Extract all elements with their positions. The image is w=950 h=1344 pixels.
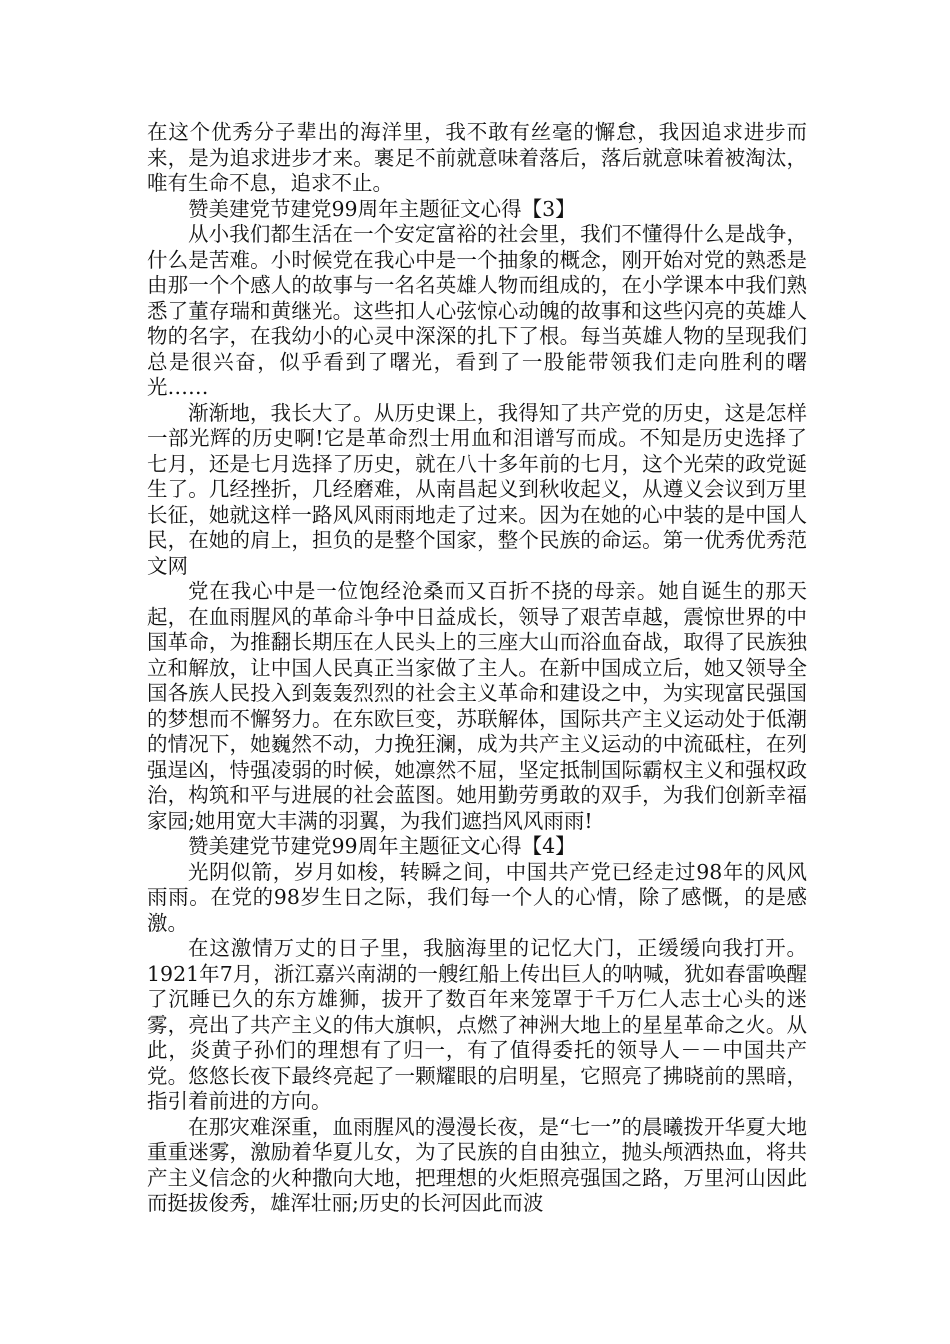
section-heading-3: 赞美建党节建党99周年主题征文心得【3】 [188, 196, 576, 221]
body-paragraph: 党在我心中是一位饱经沧桑而又百折不挠的母亲。她自诞生的那天起，在血雨腥风的革命斗争中日益成长，领导了艰苦卓越，震惊世界的中国革命，为推翻长期压在人民头上的三座大山而浴血奋战，取得了民族独立和解放，让中国人民真正当家做了主人。在新中国成立后，她又领导全国各族人民投入到轰轰烈烈的社会主义革命和建设之中，为实现富民强国的梦想而不懈努力。在东欧巨变，苏联解体，国际共产主义运动处于低潮的情况下，她巍然不动，力挽狂澜，成为共产主义运动的中流砥柱，在列强逞凶，恃强凌弱的时候，她凛然不屈，坚定抵制国际霸权主义和强权政治，构筑和平与进展的社会蓝图。她用勤劳勇敢的双手，为我们创新幸福家园;她用宽大丰满的羽翼，为我们遮挡风风雨雨! [147, 579, 807, 833]
body-paragraph: 在那灾难深重，血雨腥风的漫漫长夜，是“七一”的晨曦拨开华夏大地重重迷雾，激励着华夏儿女，为了民族的自由独立，抛头颅洒热血，将共产主义信念的火种撒向大地，把理想的火炬照亮强国之路，万里河山因此而挺拔俊秀，雄浑壮丽;历史的长河因此而波 [147, 1114, 807, 1215]
document-page [147, 120, 807, 1217]
body-paragraph: 渐渐地，我长大了。从历史课上，我得知了共产党的历史，这是怎样一部光辉的历史啊!它是革命烈士用血和泪谱写而成。不知是历史选择了七月，还是七月选择了历史，就在八十多年前的七月，这个光荣的政党诞生了。几经挫折，几经磨难，从南昌起义到秋收起义，从遵义会议到万里长征，她就这样一路风风雨雨地走了过来。因为在她的心中装的是中国人民，在她的肩上，担负的是整个国家，整个民族的命运。第一优秀优秀范文网 [147, 400, 807, 578]
body-paragraph-continued: 在这个优秀分子辈出的海洋里，我不敢有丝毫的懈怠，我因追求进步而来，是为追求进步才来。裹足不前就意味着落后，落后就意味着被淘汰，唯有生命不息，追求不止。 [147, 120, 807, 195]
body-paragraph: 在这激情万丈的日子里，我脑海里的记忆大门，正缓缓向我打开。1921年7月，浙江嘉兴南湖的一艘红船上传出巨人的呐喊，犹如春雷唤醒了沉睡已久的东方雄狮，拔开了数百年来笼罩于千万仁人志士心头的迷雾，亮出了共产主义的伟大旗帜，点燃了神洲大地上的星星革命之火。从此，炎黄子孙们的理想有了归一，有了值得委托的领导人－－中国共产党。悠悠长夜下最终亮起了一颗耀眼的启明星，它照亮了拂晓前的黑暗，指引着前进的方向。 [147, 936, 807, 1113]
body-paragraph: 光阴似箭，岁月如梭，转瞬之间，中国共产党已经走过98年的风风雨雨。在党的98岁生日之际，我们每一个人的心情，除了感慨，的是感激。 [147, 859, 807, 935]
body-paragraph: 从小我们都生活在一个安定富裕的社会里，我们不懂得什么是战争，什么是苦难。小时候党在我心中是一个抽象的概念，刚开始对党的熟悉是由那一个个感人的故事与一名名英雄人物而组成的，在小学课本中我们熟悉了董存瑞和黄继光。这些扣人心弦惊心动魄的故事和这些闪亮的英雄人物的名字，在我幼小的心灵中深深的扎下了根。每当英雄人物的呈现我们总是很兴奋，似乎看到了曙光，看到了一股能带领我们走向胜利的曙光…… [147, 222, 807, 399]
section-heading-4: 赞美建党节建党99周年主题征文心得【4】 [188, 834, 576, 858]
